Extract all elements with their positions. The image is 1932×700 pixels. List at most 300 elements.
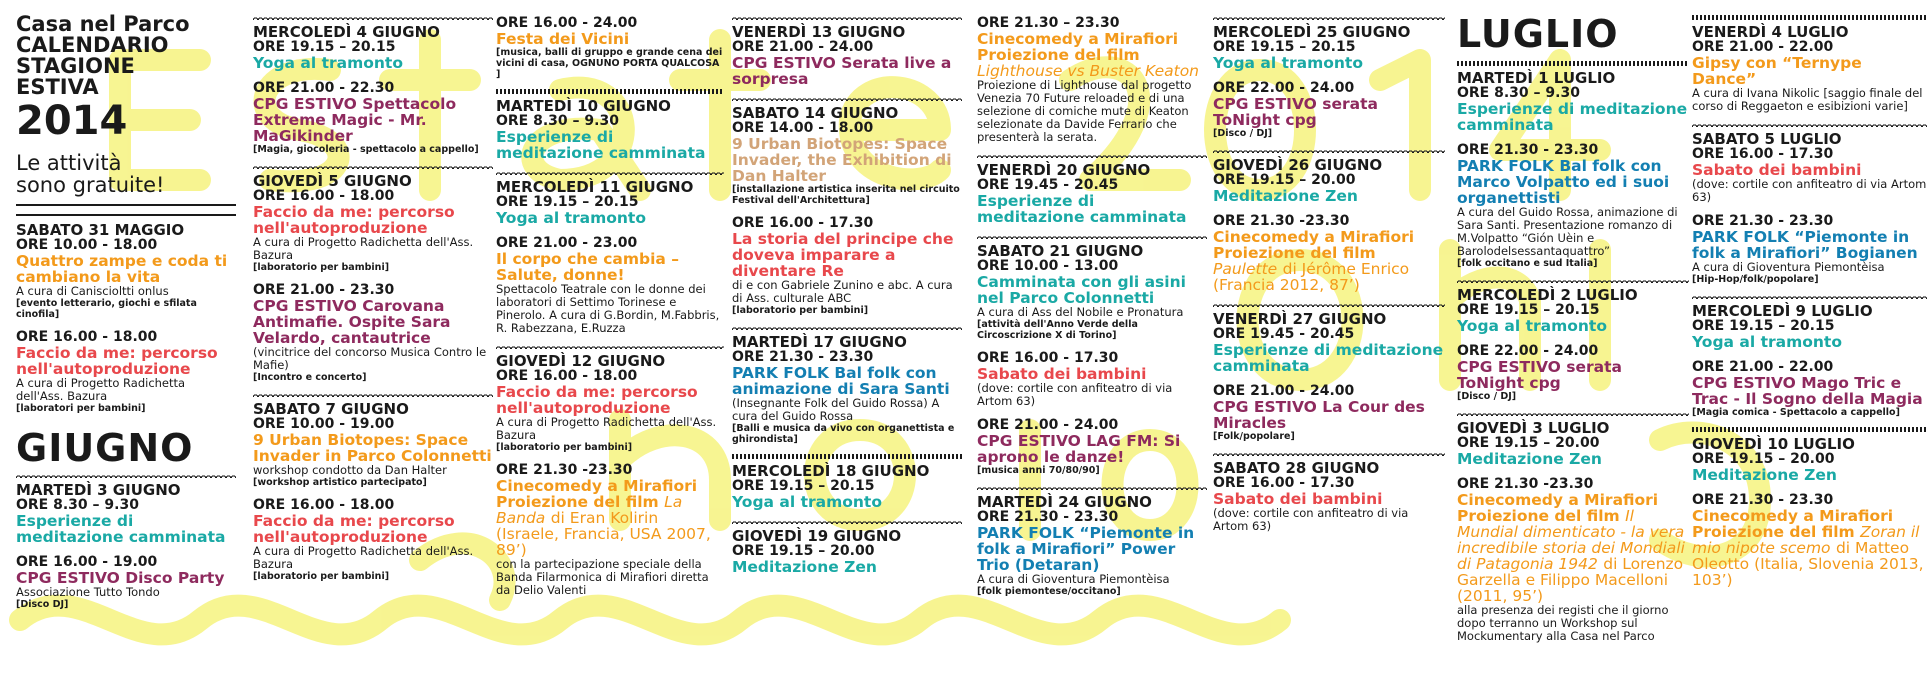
event-time: ORE 8.30 – 9.30 [496,113,619,129]
event-title [977,433,1207,465]
event-title-text: Yoga al tramonto [1692,333,1842,351]
event-title-text: Esperienze di meditazione camminata [977,192,1187,226]
event-film-credits: di Matteo Oleotto (Italia, Slovenia 2013, 103’) [1692,539,1924,589]
event-list [1692,14,1927,588]
event-title [496,31,724,47]
event-title-text: Cinecomedy a Mirafiori Proiezione del film [1213,228,1415,262]
event-item [16,328,236,414]
month-heading-june: GIUGNO [16,426,194,470]
event-list [977,14,1207,597]
event-date: VENERDÌ 20 GIUGNO [977,161,1151,179]
event-title [1457,451,1689,467]
event-time: ORE 16.00 - 24.00 [496,15,638,31]
event-film-title: Il Mundial dimenticato - la vera incredibile storia dei Mondiali di Patagonia 1942 [1457,507,1685,573]
event-time: ORE 21.00 - 22.00 [1692,39,1834,55]
event-title [16,570,236,586]
event-title [253,204,493,236]
event-title-text: Cinecomedy a Mirafiori Proiezione del film [1692,507,1894,541]
event-description: A cura di Gioventura Piemontèisa [977,572,1170,586]
event-title-text: Yoga al tramonto [732,493,882,511]
separator-rule [977,152,1207,158]
separator-rule [253,14,493,20]
event-time: ORE 16.00 - 18.00 [253,497,395,513]
event-item [16,212,236,320]
event-title [1213,188,1445,204]
event-title-text: CPG ESTIVO Disco Party [16,569,225,587]
event-description: Spettacolo Teatrale con le donne dei laboratori di Settimo Torinese e Pinerolo. A cura di G.Bordin, M.Fabbris, R. Rabezzana, E.Ruzza [496,282,720,335]
event-title-text: CPG ESTIVO Spettacolo Extreme Magic - Mr. MaGikinder [253,95,457,145]
event-title [732,494,962,510]
event-item [1457,277,1689,334]
event-date: MERCOLEDÌ 9 LUGLIO [1692,302,1873,320]
event-title [496,129,724,161]
event-time: ORE 21.30 - 23.30 [1692,492,1834,508]
event-time: ORE 19.15 – 20.15 [732,478,875,494]
event-item [1213,147,1445,204]
event-item [732,518,962,575]
separator-rule [1213,147,1445,153]
event-list [732,14,962,575]
event-title-text: CPG ESTIVO Carovana Antimafie. Ospite Sara Velardo, cantautrice [253,297,451,347]
event-title-text: CPG ESTIVO serata ToNight cpg [1213,95,1378,129]
event-time: ORE 16.00 - 17.30 [732,215,874,231]
header-title-line-1: Casa nel Parco [16,12,190,36]
event-description: A cura di Ivana Nikolic [saggio finale del corso di Reggaeton e esibizioni varie] [1692,86,1923,113]
event-description: alla presenza dei registi che il giorno dopo terranno un Workshop sul Mockumentary alla Casa nel Parco [1457,603,1669,643]
event-title [253,513,493,545]
event-time: ORE 21.00 - 22.00 [1692,359,1834,375]
event-item [253,163,493,273]
event-time: ORE 19.15 – 20.15 [253,39,396,55]
event-item [1692,491,1927,588]
event-title-text: Esperienze di meditazione camminata [1457,100,1688,134]
event-title [732,231,962,279]
separator-rule [732,324,962,330]
event-time: ORE 19.15 – 20.15 [1213,39,1356,55]
separator-rule [16,214,236,216]
event-title [1457,318,1689,334]
event-item [253,496,493,582]
event-item [1213,301,1445,374]
event-film-credits: di Eran Kolirin (Israele, Francia, USA 2007, 89’) [496,509,711,559]
event-note: [Incontro e concerto] [253,372,367,383]
header-subtitle-line-1: Le attività [16,151,122,175]
separator-rule [1692,15,1927,20]
event-note: [Magia comica - Spettacolo a cappello] [1692,407,1900,418]
event-description: A cura di Caniscioltti onlus [16,284,169,298]
event-title-text: CPG ESTIVO LAG FM: Si aprono le danze! [977,432,1181,466]
event-time: ORE 21.30 -23.30 [496,462,633,478]
event-film-title: Lighthouse vs Buster Keaton [977,62,1200,80]
event-item [1692,358,1927,418]
event-title [732,136,962,184]
event-description: A cura di Progetto Radichetta dell'Ass. Bazura [496,415,717,442]
event-title-text: La storia del principe che doveva imparare a diventare Re [732,230,954,280]
event-title [977,193,1207,225]
event-item [732,324,962,445]
event-title-text: Quattro zampe e coda ti cambiano la vita [16,252,228,286]
event-time: ORE 19.45 - 20.45 [977,177,1119,193]
event-note: [laboratori per bambini] [16,403,146,414]
event-item [1213,79,1445,139]
event-time: ORE 16.00 - 19.00 [16,554,158,570]
event-title-text: Meditazione Zen [732,558,877,576]
event-film-credits: di Jérôme Enrico (Francia 2012, 87’) [1213,260,1410,294]
event-description: A cura di Progetto Radichetta dell'Ass. Bazura [16,376,186,403]
event-time: ORE 16.00 - 17.30 [1692,146,1834,162]
event-description: (vincitrice del concorso Musica Contro le Mafie) [253,345,487,372]
event-title-text: Sabato dei bambini [977,365,1147,383]
event-note: [Hip-Hop/folk/popolare] [1692,274,1819,285]
event-item [732,214,962,316]
event-description: con la partecipazione speciale della Banda Filarmonica di Mirafiori diretta da Delio Valenti [496,557,709,597]
event-date: GIOVEDÌ 19 GIUGNO [732,527,902,545]
event-description: (dove: cortile con anfiteatro di via Artom 63) [1213,506,1409,533]
event-item [1692,14,1927,113]
event-date: MERCOLEDÌ 11 GIUGNO [496,178,694,196]
event-time: ORE 8.30 – 9.30 [16,497,139,513]
event-list [16,212,236,610]
event-title-text: Meditazione Zen [1692,466,1837,484]
event-item [732,95,962,206]
event-time: ORE 21.30 - 23.30 [977,509,1119,525]
event-item [1213,14,1445,71]
event-title-text: PARK FOLK “Piemonte in folk a Mirafiori” Bogianen [1692,228,1918,262]
event-date: SABATO 28 GIUGNO [1213,459,1380,477]
event-item [977,152,1207,225]
event-time: ORE 19.15 – 20.00 [732,543,875,559]
event-description: (Insegnante Folk del Guido Rossa) A cura del Guido Rossa [732,396,940,423]
event-item [496,461,724,597]
event-note: [folk occitano e sud Italia] [1457,258,1598,269]
column-6 [1457,14,1689,651]
event-time: ORE 19.15 – 20.00 [1457,435,1600,451]
event-title [1213,342,1445,374]
event-title-text: Meditazione Zen [1457,450,1602,468]
event-title [1213,55,1445,71]
header-title-line-3: STAGIONE [16,54,135,78]
event-time: ORE 14.00 - 18.00 [732,120,874,136]
event-date: GIOVEDÌ 5 GIUGNO [253,172,412,190]
event-title-text: Cinecomedy a Mirafiori Proiezione del film [1457,491,1659,525]
event-item [1692,121,1927,204]
event-item [977,484,1207,597]
event-film-title: Paulette [1213,260,1278,278]
event-time: ORE 21.30 -23.30 [1213,213,1350,229]
event-time: ORE 21.30 - 23.30 [1692,213,1834,229]
event-note: [installazione artistica inserita nel circuito Festival dell'Architettura] [732,184,960,206]
event-time: ORE 19.15 – 20.15 [496,194,639,210]
event-time: ORE 21.00 - 23.00 [496,235,638,251]
event-title-text: Faccio da me: percorso nell'autoproduzione [496,383,698,417]
event-note: [attività dell'Anno Verde della Circoscrizione X di Torino] [977,319,1138,341]
separator-rule [732,454,962,459]
event-item [253,79,493,155]
event-title [16,345,236,377]
event-time: ORE 21.00 - 24.00 [977,417,1119,433]
event-description: di e con Gabriele Zunino e abc. A cura di Ass. culturale ABC [732,278,953,305]
event-item [16,553,236,610]
event-item [732,14,962,87]
event-time: ORE 19.15 – 20.15 [1457,302,1600,318]
event-time: ORE 19.15 – 20.15 [1692,318,1835,334]
event-title-text: Faccio da me: percorso nell'autoproduzione [16,344,218,378]
event-date: SABATO 5 LUGLIO [1692,130,1842,148]
event-title-text: PARK FOLK “Piemonte in folk a Mirafiori” Power Trio (Detaran) [977,524,1195,574]
event-note: [Folk/popolare] [1213,431,1295,442]
event-item [1457,60,1689,133]
event-title [732,365,962,397]
event-title [1457,158,1689,206]
event-title [253,298,493,346]
event-title [977,31,1207,79]
event-item [1213,212,1445,293]
event-item [1692,293,1927,350]
event-date: SABATO 21 GIUGNO [977,242,1144,260]
event-time: ORE 19.15 – 20.00 [1213,172,1356,188]
event-title [496,210,724,226]
event-date: SABATO 31 MAGGIO [16,221,185,239]
event-film-title: La Banda [496,493,683,527]
event-date: SABATO 7 GIUGNO [253,400,409,418]
event-title [1213,491,1445,507]
event-date: MARTEDÌ 3 GIUGNO [16,481,181,499]
event-date: VENERDÌ 4 LUGLIO [1692,23,1849,41]
event-title [1457,101,1689,133]
event-title [1692,375,1927,407]
event-title-text: 9 Urban Biotopes: Space Invader in Parco Colonnetti [253,431,492,465]
event-time: ORE 21.30 – 23.30 [977,15,1120,31]
header-subtitle-line-2: sono gratuite! [16,173,165,197]
event-date: GIOVEDÌ 12 GIUGNO [496,352,666,370]
separator-rule [1692,427,1927,432]
event-title [732,559,962,575]
event-title [1213,399,1445,431]
event-description: A cura di Gioventura Piemontèisa [1692,260,1885,274]
column-7 [1692,14,1927,596]
event-note: [Magia, giocoleria - spettacolo a cappello] [253,144,479,155]
event-date: MARTEDÌ 24 GIUGNO [977,493,1152,511]
event-item [1213,382,1445,442]
event-time: ORE 10.00 - 13.00 [977,258,1119,274]
event-description: (dove: cortile con anfiteatro di via Artom 63) [1692,177,1927,204]
event-film-credits: di Lorenzo Garzella e Filippo Macelloni (2011, 95’) [1457,555,1684,605]
event-note: [laboratorio per bambini] [253,262,390,273]
event-description: A cura di Progetto Radichetta dell'Ass. Bazura [253,235,474,262]
event-time: ORE 10.00 - 18.00 [16,237,158,253]
event-list [253,14,493,582]
event-date: MARTEDÌ 1 LUGLIO [1457,69,1616,87]
event-title [1457,359,1689,391]
event-time: ORE 22.00 - 24.00 [1213,80,1355,96]
event-title [977,525,1207,573]
event-title-text: Cinecomedy a Mirafiori Proiezione del film [977,30,1179,64]
event-title [1213,96,1445,128]
event-item [977,14,1207,144]
event-item [253,14,493,71]
event-title-text: Faccio da me: percorso nell'autoproduzione [253,512,455,546]
separator-rule [1457,410,1689,416]
event-item [1692,212,1927,285]
column-1 [253,14,493,590]
event-item [977,349,1207,408]
event-time: ORE 16.00 - 17.30 [977,350,1119,366]
event-title-text: Esperienze di meditazione camminata [1213,341,1444,375]
event-film-title: Zoran il mio nipote scemo [1692,523,1920,557]
separator-rule [1692,293,1927,299]
separator-rule [1692,121,1927,127]
event-time: ORE 16.00 - 18.00 [496,368,638,384]
event-title-text: Yoga al tramonto [496,209,646,227]
event-note: [Balli e musica da vivo con organettista e ghirondista] [732,423,955,445]
event-title-text: Festa dei Vicini [496,30,630,48]
event-note: [laboratorio per bambini] [253,571,390,582]
event-title-text: CPG ESTIVO La Cour des Miracles [1213,398,1425,432]
event-date: MERCOLEDÌ 18 GIUGNO [732,462,930,480]
event-description: A cura del Guido Rossa, animazione di Sara Santi. Presentazione romanzo di M.Volpatto “Gión Uèin e Barolodelsessantaquattro” [1457,205,1678,258]
separator-rule [1457,61,1689,66]
event-note: [laboratorio per bambini] [496,442,633,453]
event-description: A cura di Ass del Nobile e Pronatura [977,305,1184,319]
separator-rule [977,233,1207,239]
event-time: ORE 21.00 - 24.00 [732,39,874,55]
event-title-text: CPG ESTIVO Serata live a sorpresa [732,54,952,88]
event-title [1692,229,1927,261]
separator-rule [253,391,493,397]
event-title-text: Meditazione Zen [1213,187,1358,205]
header-title-line-2: CALENDARIO [16,33,169,57]
month-heading-july: LUGLIO [1457,12,1619,56]
event-item [977,233,1207,341]
event-title-text: Yoga al tramonto [253,54,403,72]
event-item [1457,342,1689,402]
event-list [496,14,724,597]
event-title [253,96,493,144]
event-title-text: 9 Urban Biotopes: Space Invader, the Exhibition di Dan Halter [732,135,952,185]
event-title [1692,467,1927,483]
event-title-text: Esperienze di meditazione camminata [496,128,706,162]
event-date: MARTEDÌ 10 GIUGNO [496,97,671,115]
event-time: ORE 16.00 - 18.00 [16,329,158,345]
event-note: [folk piemontese/occitano] [977,586,1121,597]
event-title-text: Esperienze di meditazione camminata [16,512,226,546]
event-date: GIOVEDÌ 26 GIUGNO [1213,156,1383,174]
separator-rule [496,343,724,349]
event-note: [Disco / DJ] [1457,391,1517,402]
column-0 [16,14,236,618]
event-date: GIOVEDÌ 10 LUGLIO [1692,435,1855,453]
event-title [16,513,236,545]
event-item [496,343,724,453]
header-title-line-4: ESTIVA [16,75,99,99]
event-list [1457,14,1689,643]
event-time: ORE 19.45 - 20.45 [1213,326,1355,342]
event-description: workshop condotto da Dan Halter [253,463,447,477]
separator-rule [1213,301,1445,307]
event-note: [workshop artistico partecipato] [253,477,427,488]
event-item [253,391,493,488]
event-title [1213,229,1445,293]
event-item [1457,410,1689,467]
event-title-text: Yoga al tramonto [1457,317,1607,335]
event-title [496,251,724,283]
event-date: VENERDÌ 27 GIUGNO [1213,310,1387,328]
event-date: GIOVEDÌ 3 LUGLIO [1457,419,1610,437]
event-time: ORE 21.00 - 24.00 [1213,383,1355,399]
separator-rule [1213,450,1445,456]
event-description: A cura di Progetto Radichetta dell'Ass. Bazura [253,544,474,571]
event-note: [Disco / DJ] [1213,128,1273,139]
event-note: [Disco DJ] [16,599,69,610]
event-item [496,14,724,80]
event-description: Proiezione di Lighthouse dal progetto Venezia 70 Future reloaded e di una selezione di comiche mute di Keaton selezionate da Davide Ferrario che presenterà la serata. [977,78,1192,144]
event-title [496,384,724,416]
column-2 [496,14,724,605]
event-title-text: Sabato dei bambini [1213,490,1383,508]
separator-rule [496,89,724,94]
event-item [1692,426,1927,483]
separator-rule [977,484,1207,490]
event-description: Associazione Tutto Tondo [16,585,160,599]
separator-rule [732,518,962,524]
event-title [1692,334,1927,350]
event-item [496,88,724,161]
event-time: ORE 21.30 - 23.30 [1457,142,1599,158]
separator-rule [253,163,493,169]
event-title-text: Sabato dei bambini [1692,161,1862,179]
event-item [1457,141,1689,269]
event-date: VENERDÌ 13 GIUGNO [732,23,906,41]
event-item [1457,475,1689,643]
event-time: ORE 21.30 - 23.30 [732,349,874,365]
event-time: ORE 10.00 - 19.00 [253,416,395,432]
event-title [253,432,493,464]
event-note: [evento letterario, giochi e sfilata cinofila] [16,298,197,320]
separator-rule [1213,14,1445,20]
event-time: ORE 22.00 - 24.00 [1457,343,1599,359]
event-title [1692,162,1927,178]
event-item [496,234,724,335]
event-title-text: CPG ESTIVO Mago Tric e Trac - Il Sogno della Magia [1692,374,1923,408]
separator-rule [732,14,962,20]
event-time: ORE 16.00 - 17.30 [1213,475,1355,491]
column-3 [732,14,962,583]
event-time: ORE 21.00 - 22.30 [253,80,395,96]
event-item [732,453,962,510]
event-time: ORE 21.30 -23.30 [1457,476,1594,492]
column-4 [977,14,1207,605]
event-title [16,253,236,285]
event-date: MARTEDÌ 17 GIUGNO [732,333,907,351]
event-time: ORE 21.00 - 23.30 [253,282,395,298]
separator-rule [732,95,962,101]
event-title [977,274,1207,306]
event-title-text: PARK FOLK Bal folk con Marco Volpatto ed i suoi organettisti [1457,157,1670,207]
event-date: MERCOLEDÌ 2 LUGLIO [1457,286,1638,304]
event-note: [musica, balli di gruppo e grande cena dei vicini di casa, OGNUNO PORTA QUALCOSA ] [496,47,723,80]
event-title [732,55,962,87]
column-5 [1213,14,1445,541]
separator-rule [16,472,236,478]
event-item [496,169,724,226]
event-title [1692,508,1927,588]
event-description: (dove: cortile con anfiteatro di via Artom 63) [977,381,1173,408]
event-title-text: Il corpo che cambia – Salute, donne! [496,250,680,284]
event-time: ORE 16.00 - 18.00 [253,188,395,204]
event-item [253,281,493,383]
event-title-text: Faccio da me: percorso nell'autoproduzione [253,203,455,237]
event-date: MERCOLEDÌ 25 GIUGNO [1213,23,1411,41]
